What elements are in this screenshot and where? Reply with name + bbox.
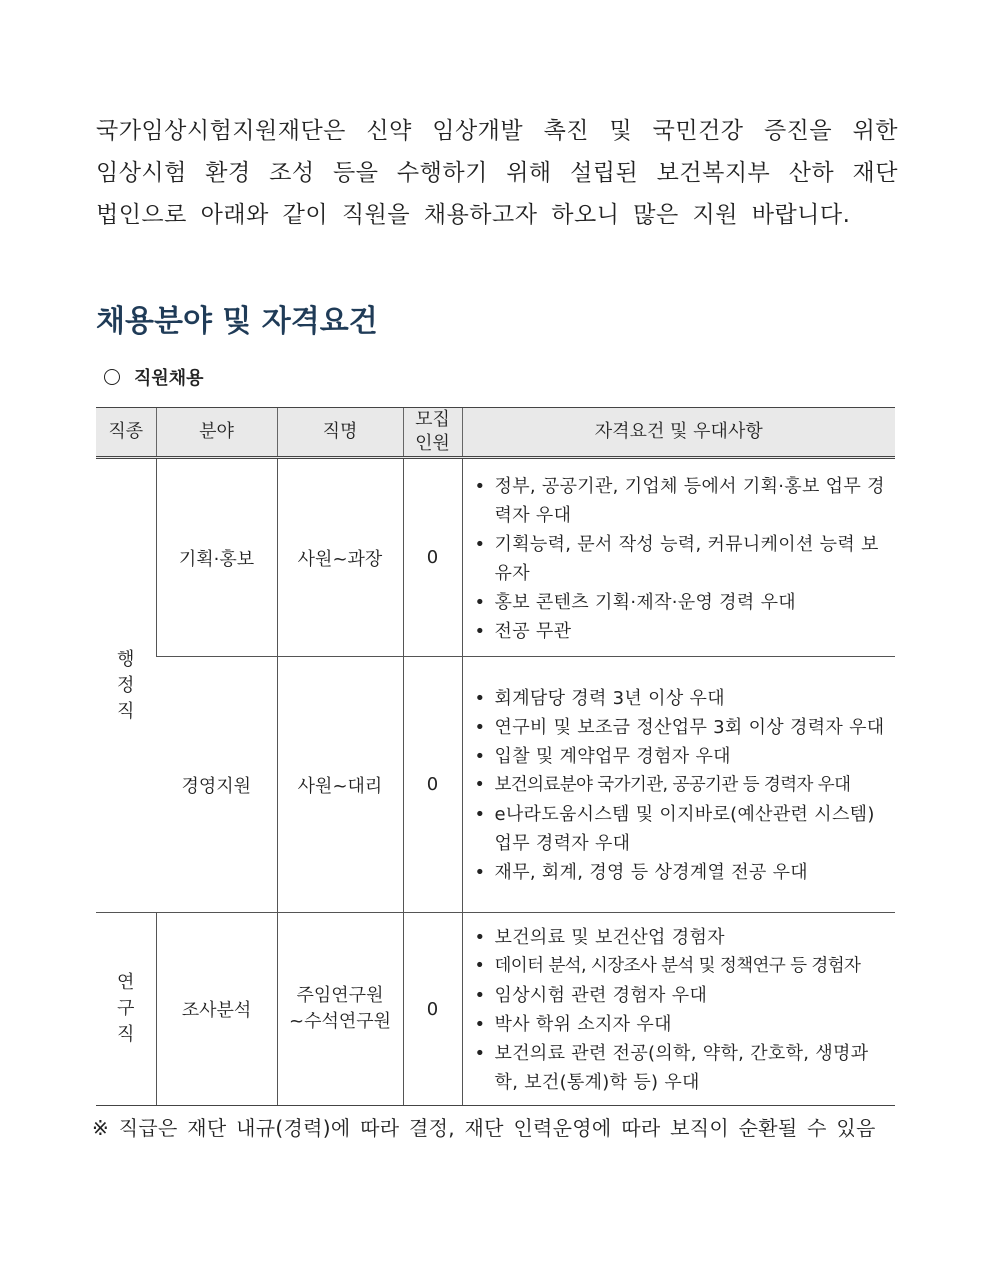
table-row [96,913,895,1106]
list-item: • e나라도움시스템 및 이지바로(예산관련 시스템) 업무 경력자 우대 [473,800,888,858]
requirements-cell [462,913,895,1106]
intro-paragraph [96,110,898,236]
requirements-cell [462,458,895,657]
field-cell: 기획·홍보 [156,458,277,657]
list-item: • 데이터 분석, 시장조사 분석 및 정책연구 등 경험자 [473,952,888,981]
subsection-label: 직원채용 [134,368,204,389]
recruitment-table [96,407,895,1106]
header-field: 분야 [156,408,277,458]
category-cell-research: 연 구 직 [96,913,156,1106]
header-position: 직명 [277,408,403,458]
list-item: • 연구비 및 보조금 정산업무 3회 이상 경력자 우대 [473,713,888,742]
count-cell: 0 [403,913,462,1106]
requirements-cell [462,657,895,913]
table-row [96,458,895,657]
list-item: • 임상시험 관련 경험자 우대 [473,981,888,1010]
intro-line: 국가임상시험지원재단은 신약 임상개발 촉진 및 국민건강 증진을 위한 [96,118,898,144]
list-item: • 입찰 및 계약업무 경험자 우대 [473,742,888,771]
list-item: • 보건의료 관련 전공(의학, 약학, 간호학, 생명과학, 보건(통계)학 등) 우대 [473,1039,888,1097]
intro-line: 임상시험 환경 조성 등을 수행하기 위해 설립된 보건복지부 산하 재단 [96,160,898,186]
list-item: • 기획능력, 문서 작성 능력, 커뮤니케이션 능력 보유자 [473,530,888,588]
position-cell: 사원~대리 [277,657,403,913]
position-cell: 주임연구원 ~수석연구원 [277,913,403,1106]
list-item: • 재무, 회계, 경영 등 상경계열 전공 우대 [473,858,888,887]
position-cell: 사원~과장 [277,458,403,657]
list-item: • 홍보 콘텐츠 기획·제작·운영 경력 우대 [473,588,888,617]
intro-line: 법인으로 아래와 같이 직원을 채용하고자 하오니 많은 지원 바랍니다. [96,202,851,228]
field-cell: 경영지원 [156,657,277,913]
section-title: 채용분야 및 자격요건 [96,304,378,339]
list-item: • 정부, 공공기관, 기업체 등에서 기획·홍보 업무 경력자 우대 [473,472,888,530]
list-item: • 보건의료 및 보건산업 경험자 [473,923,888,952]
list-item: • 보건의료분야 국가기관, 공공기관 등 경력자 우대 [473,771,888,800]
header-requirements: 자격요건 및 우대사항 [462,408,895,458]
list-item: • 회계담당 경력 3년 이상 우대 [473,684,888,713]
count-cell: 0 [403,657,462,913]
list-item: • 박사 학위 소지자 우대 [473,1010,888,1039]
table-row [96,657,895,913]
count-cell: 0 [403,458,462,657]
footnote: ※ 직급은 재단 내규(경력)에 따라 결정, 재단 인력운영에 따라 보직이 순환될 수 있음 [92,1116,876,1140]
field-cell: 조사분석 [156,913,277,1106]
category-cell-admin: 행 정 직 [96,458,156,913]
circle-icon [104,369,120,385]
header-count: 모집 인원 [403,408,462,458]
subsection-title [104,364,204,390]
header-category: 직종 [96,408,156,458]
list-item: • 전공 무관 [473,617,888,646]
table-header-row [96,408,895,458]
